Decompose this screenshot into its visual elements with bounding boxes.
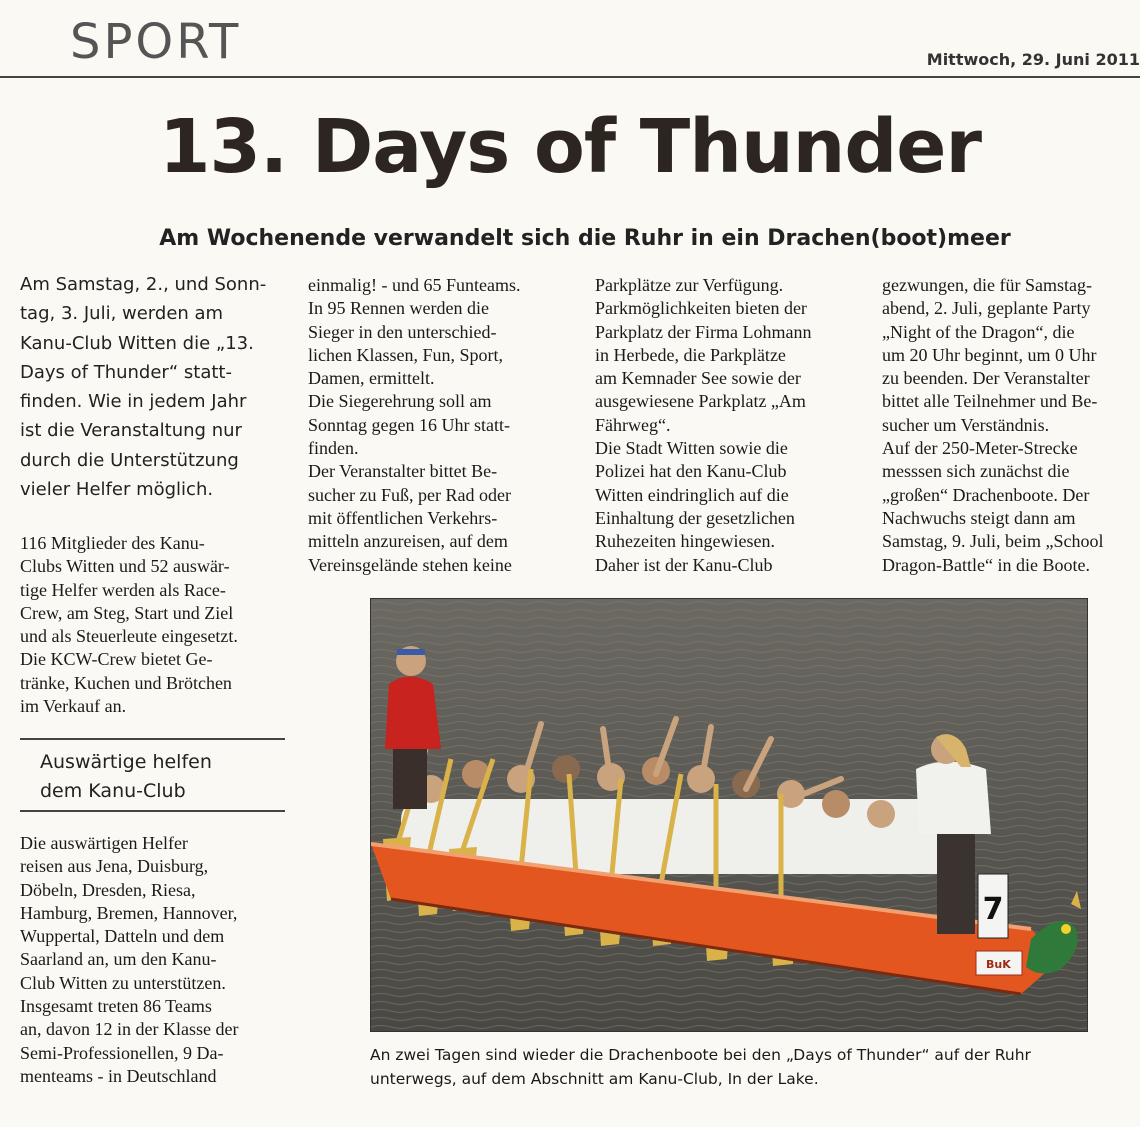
column-3-text: Parkplätze zur Verfügung. Parkmöglichkeiten bieten der Parkplatz der Firma Lohmann in Herbede, die Parkplätze am Kemnader See sowie der ausgewiesene Parkplatz „Am Fährweg“. Die Stadt Witten sowie die Polizei hat den Kanu-Club Witten eindringlich auf die Einhaltung der gesetzlichen Ruhezeiten hingewiesen. Daher ist der Kanu-Club bbox=[595, 275, 812, 575]
sponsor-label: BuK bbox=[986, 958, 1011, 971]
box-rule-top bbox=[20, 738, 285, 740]
headline: 13. Days of Thunder bbox=[159, 104, 981, 190]
subheadline: Am Wochenende verwandelt sich die Ruhr in ein Drachen(boot)meer bbox=[159, 226, 1011, 251]
column-4-text: gezwungen, die für Samstag- abend, 2. Juli, geplante Party „Night of the Dragon“, die um 20 Uhr beginnt, um 0 Uhr zu beenden. Der Veranstalter bittet alle Teilnehmer und Be- sucher um Verständnis. Auf der 250-Meter-Strecke messsen sich zunächst die „großen“ Drachenboote. Der Nachwuchs steigt dann am Samstag, 9. Juli, beim „School Dragon-Battle“ in die Boote. bbox=[882, 275, 1104, 575]
box-rule-bottom bbox=[20, 810, 285, 812]
race-number: 7 bbox=[982, 892, 1004, 927]
masthead-rule bbox=[0, 76, 1140, 78]
photo-caption: An zwei Tagen sind wieder die Drachenboote bei den „Days of Thunder“ auf der Ruhr unterwegs, auf dem Abschnitt am Kanu-Club, In der Lake. bbox=[370, 1046, 1031, 1088]
box-heading: Auswärtige helfen dem Kanu-Club bbox=[40, 751, 212, 802]
column-1-paragraph-2: 116 Mitglieder des Kanu- Clubs Witten und 52 auswär- tige Helfer werden als Race- Crew, am Steg, Start und Ziel und als Steuerleute eingesetzt. Die KCW-Crew bietet Ge- tränke, Kuchen und Brötchen im Verkauf an. bbox=[20, 533, 238, 717]
dragon-boat-photo bbox=[370, 598, 1088, 1032]
column-1-paragraph-3: Die auswärtigen Helfer reisen aus Jena, Duisburg, Döbeln, Dresden, Riesa, Hamburg, Bremen, Hannover, Wuppertal, Datteln und dem Saarland an, um den Kanu- Club Witten zu unterstützen. Insgesamt treten 86 Teams an, davon 12 in der Klasse der Semi-Professionellen, 9 Da- menteams - in Deutschland bbox=[20, 833, 239, 1086]
column-2-text: einmalig! - und 65 Funteams. In 95 Rennen werden die Sieger in den unterschied- lichen Klassen, Fun, Sport, Damen, ermittelt. Die Siegerehrung soll am Sonntag gegen 16 Uhr statt- finden. Der Veranstalter bittet Be- sucher zu Fuß, per Rad oder mit öffentlichen Verkehrs- mitteln anzureisen, auf dem Vereinsgelände stehen keine bbox=[308, 275, 521, 575]
issue-date: Mittwoch, 29. Juni 2011 bbox=[926, 50, 1140, 69]
lead-paragraph: Am Samstag, 2., und Sonn- tag, 3. Juli, werden am Kanu-Club Witten die „13. Days of Thunder“ statt- finden. Wie in jedem Jahr ist die Veranstaltung nur durch die Unterstützung vieler Helfer möglich. bbox=[20, 274, 267, 501]
section-name: SPORT bbox=[70, 14, 242, 70]
